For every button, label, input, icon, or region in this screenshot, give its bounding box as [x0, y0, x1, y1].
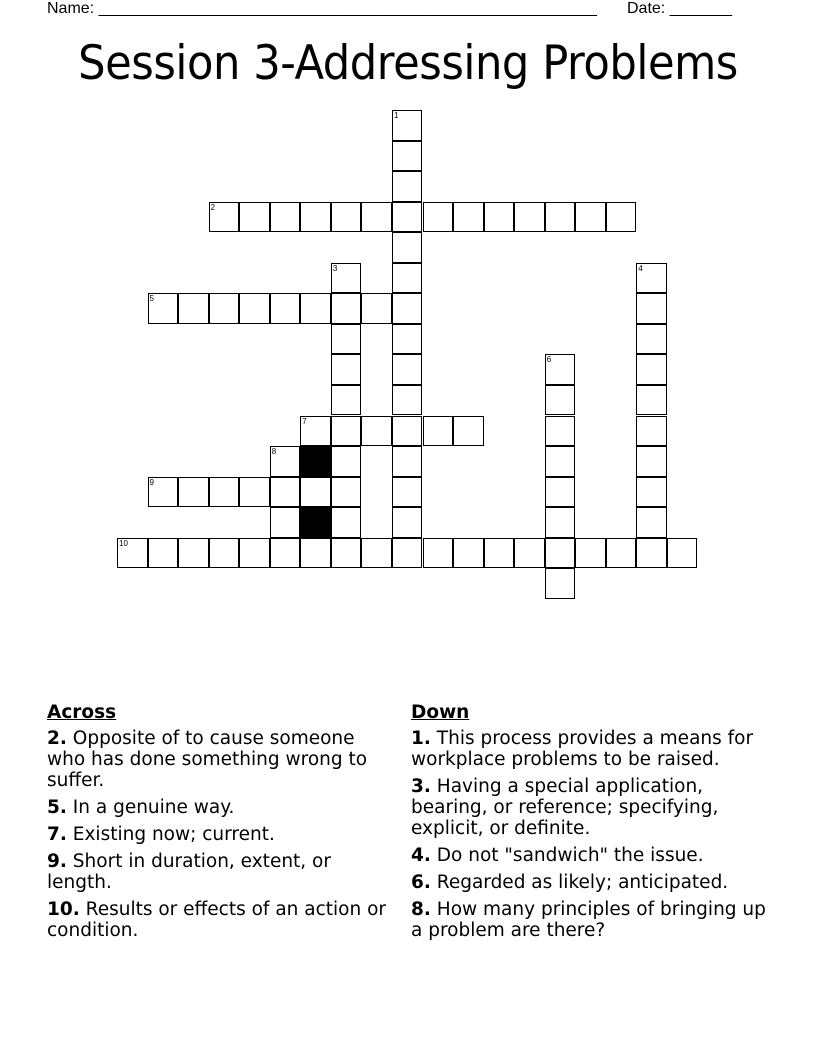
grid-cell[interactable] — [392, 110, 423, 141]
grid-cell[interactable] — [209, 293, 240, 324]
grid-cell[interactable] — [423, 416, 454, 447]
grid-cell[interactable] — [392, 263, 423, 294]
grid-cell[interactable] — [331, 538, 362, 569]
down-clue — [411, 728, 781, 770]
clue-number: 1. — [411, 728, 431, 749]
name-field-label: Name: ________________________________________________________ — [47, 0, 597, 17]
grid-cell[interactable] — [392, 171, 423, 202]
grid-cell[interactable] — [606, 202, 637, 233]
grid-cell[interactable] — [270, 293, 301, 324]
grid-cell[interactable] — [392, 416, 423, 447]
grid-cell[interactable] — [300, 416, 331, 447]
grid-cell[interactable] — [148, 293, 179, 324]
clue-number: 6. — [411, 872, 431, 893]
grid-cell[interactable] — [636, 477, 667, 508]
grid-cell[interactable] — [636, 293, 667, 324]
clue-text: How many principles of bringing up a problem are there? — [411, 899, 766, 941]
across-clue — [47, 899, 392, 941]
grid-cell[interactable] — [331, 477, 362, 508]
grid-cell[interactable] — [575, 538, 606, 569]
across-heading: Across — [47, 702, 117, 723]
grid-cell[interactable] — [331, 416, 362, 447]
grid-cell[interactable] — [484, 538, 515, 569]
clue-number-label: 9 — [149, 477, 154, 487]
across-clue — [47, 728, 392, 791]
grid-cell[interactable] — [148, 538, 179, 569]
grid-cell[interactable] — [545, 202, 576, 233]
clue-number: 2. — [47, 728, 67, 749]
clue-text: This process provides a means for workplace problems to be raised. — [411, 728, 754, 770]
grid-cell[interactable] — [636, 324, 667, 355]
clue-number-label: 1 — [393, 111, 399, 120]
across-clue — [47, 797, 392, 818]
clue-text: Existing now; current. — [72, 824, 275, 845]
grid-cell[interactable] — [545, 538, 576, 569]
grid-cell[interactable] — [361, 293, 392, 324]
black-square — [300, 507, 331, 538]
grid-cell[interactable] — [392, 354, 423, 385]
grid-cell[interactable] — [178, 538, 209, 569]
grid-cell[interactable] — [453, 202, 484, 233]
clue-number-label: 4 — [638, 263, 643, 273]
grid-cell[interactable] — [606, 538, 637, 569]
grid-cell[interactable] — [545, 568, 576, 599]
grid-cell[interactable] — [392, 324, 423, 355]
across-clue — [47, 851, 392, 893]
clue-number: 3. — [411, 776, 431, 797]
grid-cell[interactable] — [209, 477, 240, 508]
grid-cell[interactable] — [636, 446, 667, 477]
grid-cell[interactable] — [514, 202, 545, 233]
grid-cell[interactable] — [636, 507, 667, 538]
grid-cell[interactable] — [636, 354, 667, 385]
grid-cell[interactable] — [270, 446, 301, 477]
down-clue — [411, 776, 781, 839]
grid-cell[interactable] — [331, 507, 362, 538]
grid-cell[interactable] — [545, 354, 576, 385]
grid-cell[interactable] — [239, 477, 270, 508]
clue-number: 4. — [411, 845, 431, 866]
grid-cell[interactable] — [117, 538, 148, 569]
grid-cell[interactable] — [392, 446, 423, 477]
grid-cell[interactable] — [361, 416, 392, 447]
across-clue — [47, 824, 392, 845]
clue-text: Having a special application, bearing, or reference; specifying, explicit, or definite. — [411, 776, 719, 839]
grid-cell[interactable] — [331, 354, 362, 385]
grid-cell[interactable] — [300, 538, 331, 569]
grid-cell[interactable] — [545, 446, 576, 477]
clue-number-label: 3 — [332, 263, 338, 273]
grid-cell[interactable] — [423, 538, 454, 569]
grid-cell[interactable] — [300, 477, 331, 508]
grid-cell[interactable] — [667, 538, 698, 569]
grid-cell[interactable] — [392, 293, 423, 324]
grid-cell[interactable] — [239, 293, 270, 324]
grid-cell[interactable] — [453, 538, 484, 569]
grid-cell[interactable] — [453, 416, 484, 447]
grid-cell[interactable] — [270, 477, 301, 508]
grid-cell[interactable] — [392, 141, 423, 172]
grid-cell[interactable] — [239, 202, 270, 233]
down-clues — [411, 702, 781, 947]
grid-cell[interactable] — [239, 538, 270, 569]
grid-cell[interactable] — [514, 538, 545, 569]
grid-cell[interactable] — [331, 202, 362, 233]
grid-cell[interactable] — [209, 202, 240, 233]
clue-text: Regarded as likely; anticipated. — [436, 872, 729, 893]
down-heading: Down — [411, 702, 470, 723]
grid-cell[interactable] — [331, 446, 362, 477]
grid-cell[interactable] — [636, 538, 667, 569]
grid-cell[interactable] — [392, 385, 423, 416]
grid-cell[interactable] — [178, 477, 209, 508]
grid-cell[interactable] — [331, 324, 362, 355]
page-title: Session 3-Addressing Problems — [78, 36, 738, 91]
grid-cell[interactable] — [545, 477, 576, 508]
clue-number: 9. — [47, 851, 67, 872]
clue-text: In a genuine way. — [72, 797, 235, 818]
grid-cell[interactable] — [331, 293, 362, 324]
grid-cell[interactable] — [545, 385, 576, 416]
grid-cell[interactable] — [484, 202, 515, 233]
clue-number: 7. — [47, 824, 67, 845]
clue-number: 10. — [47, 899, 80, 920]
clue-text: Short in duration, extent, or length. — [47, 851, 331, 893]
down-clue — [411, 845, 781, 866]
grid-cell[interactable] — [636, 263, 667, 294]
clue-number-label: 10 — [119, 538, 128, 548]
grid-cell[interactable] — [392, 538, 423, 569]
date-field-label: Date: _______ — [627, 0, 732, 17]
grid-cell[interactable] — [392, 507, 423, 538]
grid-cell[interactable] — [545, 416, 576, 447]
clue-text: Opposite of to cause someone who has done something wrong to suffer. — [47, 728, 368, 791]
black-square — [300, 446, 331, 477]
grid-cell[interactable] — [361, 538, 392, 569]
grid-cell[interactable] — [148, 477, 179, 508]
grid-cell[interactable] — [300, 293, 331, 324]
grid-cell[interactable] — [270, 202, 301, 233]
clue-text: Results or effects of an action or condition. — [47, 899, 387, 941]
grid-cell[interactable] — [331, 263, 362, 294]
grid-cell[interactable] — [636, 385, 667, 416]
grid-cell[interactable] — [545, 507, 576, 538]
clue-text: Do not "sandwich" the issue. — [436, 845, 704, 866]
down-clue — [411, 899, 781, 941]
grid-cell[interactable] — [392, 202, 423, 233]
grid-cell[interactable] — [209, 538, 240, 569]
grid-cell[interactable] — [392, 477, 423, 508]
grid-cell[interactable] — [392, 232, 423, 263]
across-clues — [47, 702, 392, 947]
clue-number: 8. — [411, 899, 431, 920]
grid-cell[interactable] — [361, 202, 392, 233]
grid-cell[interactable] — [423, 202, 454, 233]
grid-cell[interactable] — [575, 202, 606, 233]
clue-number-label: 5 — [149, 294, 154, 304]
grid-cell[interactable] — [300, 202, 331, 233]
clue-number-label: 7 — [302, 416, 307, 426]
grid-cell[interactable] — [636, 416, 667, 447]
clue-number-label: 8 — [271, 447, 277, 457]
grid-cell[interactable] — [331, 385, 362, 416]
grid-cell[interactable] — [270, 538, 301, 569]
clue-number-label: 6 — [546, 355, 552, 365]
clue-number: 5. — [47, 797, 67, 818]
clue-number-label: 2 — [210, 202, 216, 212]
down-clue — [411, 872, 781, 893]
grid-cell[interactable] — [178, 293, 209, 324]
grid-cell[interactable] — [270, 507, 301, 538]
